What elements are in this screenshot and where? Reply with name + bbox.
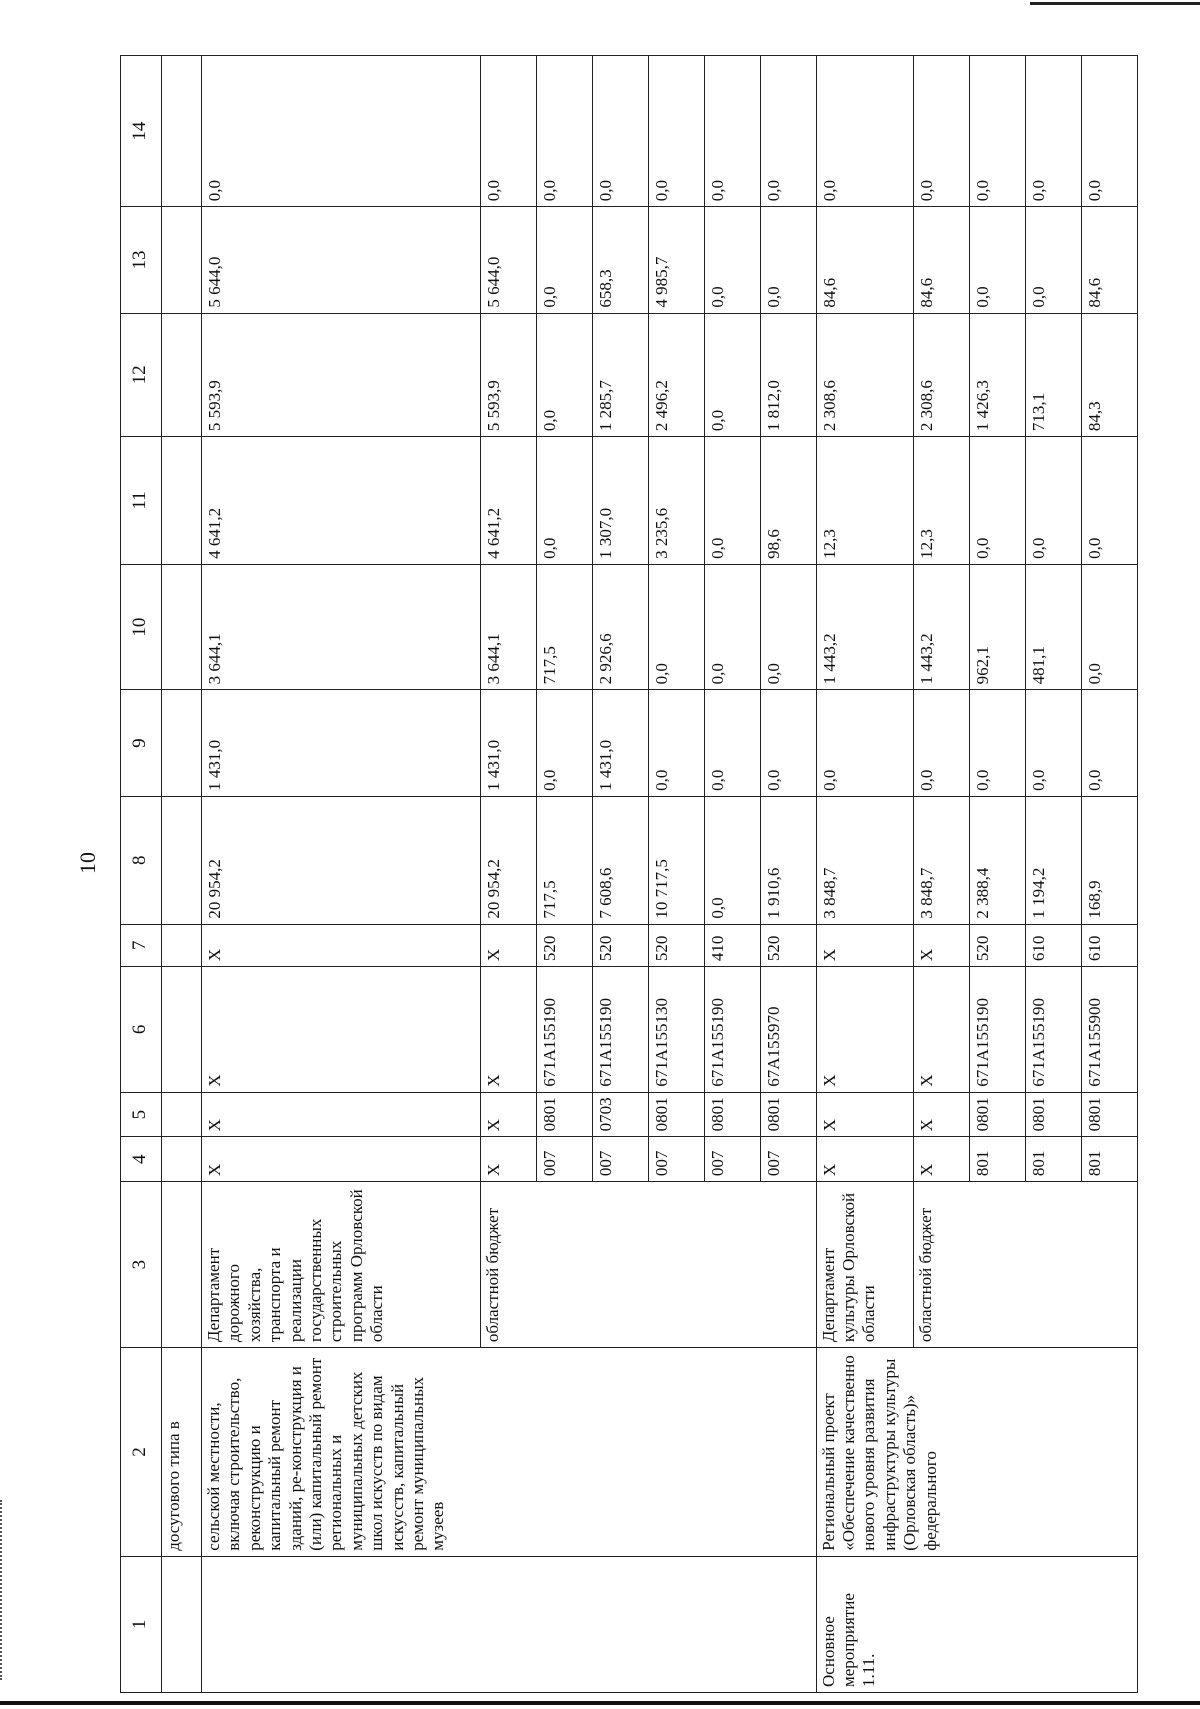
section2-cell-c12: 2 308,6 [816,313,914,436]
section1-cell-c11: 4 641,2 [481,437,537,565]
section2-cell-c4: 801 [1026,1137,1082,1182]
section2-cell-c12: 1 426,3 [970,313,1026,436]
section1-cell-c9: 1 431,0 [481,690,537,796]
section2-cell-c6: 671A155190 [970,967,1026,1093]
section2-cell-c10: 1 443,2 [914,564,970,690]
section2-cell-c11: 0,0 [1082,437,1138,565]
section1-cell-c10: 3 644,1 [202,564,481,690]
section1-cell-c6: 671A155190 [537,967,593,1093]
section2-cell-c5: 0801 [970,1092,1026,1137]
section1-row [202,56,481,1693]
section1-cell-c6: 671A155190 [593,967,649,1093]
section2-cell-c10: 0,0 [1082,564,1138,690]
section2-cell-c10: 962,1 [970,564,1026,690]
section1-cell-c9: 1 431,0 [202,690,481,796]
cont-cell-8 [161,796,202,924]
col-header-14: 14 [121,56,162,207]
section2-cell-c9: 0,0 [970,690,1026,796]
header-row [121,56,162,1693]
section1-cell-c5: 0801 [649,1092,705,1137]
section1-cell-c11: 3 235,6 [649,437,705,565]
section1-cell-c10: 3 644,1 [481,564,537,690]
section1-cell-c5: X [202,1092,481,1137]
section1-cell-c4: 007 [704,1137,760,1182]
section2-cell-c13: 84,6 [816,207,914,313]
section2-cell-c13: 0,0 [1026,207,1082,313]
section1-cell-c5: 0801 [760,1092,816,1137]
section1-cell-c6: 671A155190 [704,967,760,1093]
cont-cell-14 [161,56,202,207]
section1-cell-c9: 1 431,0 [593,690,649,796]
section2-cell-c11: 0,0 [970,437,1026,565]
section2-cell-c5: X [816,1092,914,1137]
section1-cell-c14: 0,0 [537,56,593,207]
section2-cell-c13: 84,6 [914,207,970,313]
page-number: 10 [75,852,100,874]
section1-cell-c7: 520 [760,924,816,967]
col-header-4: 4 [121,1137,162,1182]
cont-cell-3 [161,1182,202,1348]
section1-cell-c10: 0,0 [760,564,816,690]
cont-cell-4 [161,1137,202,1182]
section1-cell-c7: X [481,924,537,967]
section2-row [816,56,914,1693]
rotated-table-container [120,55,1138,1693]
section1-cell-c13: 5 644,0 [481,207,537,313]
section2-cell-c9: 0,0 [816,690,914,796]
section1-event-description: сельской местности, включая строительство, реконструкцию и капитальный ремонт зданий, ре-конструкция и (или) капитальный ремонт региональных и муниципальных детских школ искусств по видам искусств, капитальный ремонт муниципальных музеев [202,1348,817,1557]
section2-cell-c9: 0,0 [1082,690,1138,796]
section2-cell-c12: 713,1 [1026,313,1082,436]
cont-cell-13 [161,207,202,313]
section1-cell-c12: 2 496,2 [649,313,705,436]
section2-event-code: Основное мероприятие 1.11. [816,1556,1137,1692]
scan-edge-left [0,1500,2,1680]
section2-cell-c8: 168,9 [1082,796,1138,924]
section2-cell-c5: 0801 [1026,1092,1082,1137]
section1-cell-c6: X [481,967,537,1093]
section2-cell-c8: 1 194,2 [1026,796,1082,924]
section1-cell-c4: 007 [760,1137,816,1182]
cont-cell-7 [161,924,202,967]
section1-cell-c11: 4 641,2 [202,437,481,565]
section2-cell-c14: 0,0 [914,56,970,207]
section2-cell-c4: 801 [1082,1137,1138,1182]
col-header-8: 8 [121,796,162,924]
section1-cell-c9: 0,0 [537,690,593,796]
section2-cell-c4: X [914,1137,970,1182]
section1-cell-c12: 5 593,9 [481,313,537,436]
section1-cell-c14: 0,0 [649,56,705,207]
section1-cell-c8: 1 910,6 [760,796,816,924]
section1-cell-c10: 0,0 [704,564,760,690]
section2-cell-c8: 2 388,4 [970,796,1026,924]
table-body [121,56,1138,1693]
col-header-6: 6 [121,967,162,1093]
section1-cell-c6: 67A155970 [760,967,816,1093]
section1-cell-c9: 0,0 [704,690,760,796]
section1-cell-c13: 0,0 [537,207,593,313]
cont-cell-12 [161,313,202,436]
section1-cell-c14: 0,0 [593,56,649,207]
section1-cell-c8: 717,5 [537,796,593,924]
section1-cell-c4: X [481,1137,537,1182]
section2-cell-c12: 84,3 [1082,313,1138,436]
section2-cell-c7: X [914,924,970,967]
cont-cell-10 [161,564,202,690]
cont-cell-1 [161,1556,202,1692]
section1-cell-c11: 0,0 [704,437,760,565]
section2-cell-c7: 610 [1082,924,1138,967]
section2-cell-c6: 671A155190 [1026,967,1082,1093]
section2-cell-c13: 84,6 [1082,207,1138,313]
section1-cell-c13: 0,0 [760,207,816,313]
section2-cell-c9: 0,0 [914,690,970,796]
section2-cell-c5: 0801 [1082,1092,1138,1137]
section1-cell-c5: 0801 [704,1092,760,1137]
section2-department: Департамент культуры Орловской области [816,1182,914,1348]
section1-cell-c4: 007 [593,1137,649,1182]
section1-department: Департамент дорожного хозяйства, транспорта и реализации государственных строительных программ Орловской области [202,1182,481,1348]
section2-cell-c9: 0,0 [1026,690,1082,796]
section1-cell-c14: 0,0 [760,56,816,207]
section1-cell-c7: 520 [593,924,649,967]
section2-cell-c6: X [914,967,970,1093]
section2-cell-c14: 0,0 [1082,56,1138,207]
scan-edge-top [1030,2,1200,5]
budget-table [120,55,1138,1693]
section1-cell-c7: 520 [537,924,593,967]
section1-cell-c13: 658,3 [593,207,649,313]
continuation-row [161,56,202,1693]
cont-cell-5 [161,1092,202,1137]
section2-cell-c12: 2 308,6 [914,313,970,436]
section1-cell-c7: 410 [704,924,760,967]
col-header-5: 5 [121,1092,162,1137]
section1-cell-c14: 0,0 [481,56,537,207]
continuation-text: досугового типа в [161,1348,202,1557]
col-header-1: 1 [121,1556,162,1692]
section1-cell-c8: 20 954,2 [202,796,481,924]
section2-cell-c6: 671A155900 [1082,967,1138,1093]
section1-cell-c10: 717,5 [537,564,593,690]
col-header-7: 7 [121,924,162,967]
section1-cell-c5: X [481,1092,537,1137]
section1-cell-c11: 98,6 [760,437,816,565]
section1-cell-c10: 0,0 [649,564,705,690]
col-header-9: 9 [121,690,162,796]
section1-cell-c6: X [202,967,481,1093]
section1-cell-c13: 5 644,0 [202,207,481,313]
col-header-11: 11 [121,437,162,565]
section1-cell-c12: 1 285,7 [593,313,649,436]
section1-cell-c8: 10 717,5 [649,796,705,924]
section1-cell-c6: 671A155130 [649,967,705,1093]
section1-cell-c5: 0703 [593,1092,649,1137]
section1-cell-c14: 0,0 [704,56,760,207]
section1-cell-c8: 20 954,2 [481,796,537,924]
section1-cell-c9: 0,0 [649,690,705,796]
section2-cell-c7: X [816,924,914,967]
section1-cell-c4: X [202,1137,481,1182]
section2-cell-c7: 520 [970,924,1026,967]
section1-cell-c11: 0,0 [537,437,593,565]
scan-edge-bottom [0,1701,1200,1705]
section1-cell-c12: 5 593,9 [202,313,481,436]
section1-cell-c13: 0,0 [704,207,760,313]
section2-cell-c14: 0,0 [1026,56,1082,207]
section2-cell-c14: 0,0 [970,56,1026,207]
section2-event-description: Региональный проект «Обеспечение качественно нового уровня развития инфраструктуры культуры (Орловская область)» федерального [816,1348,1137,1557]
section2-cell-c7: 610 [1026,924,1082,967]
section2-cell-c4: X [816,1137,914,1182]
section1-cell-c4: 007 [649,1137,705,1182]
section2-cell-c8: 3 848,7 [914,796,970,924]
section1-cell-c4: 007 [537,1137,593,1182]
section1-cell-c8: 7 608,6 [593,796,649,924]
section2-cell-c11: 12,3 [914,437,970,565]
section1-cell-c7: X [202,924,481,967]
section1-cell-c13: 4 985,7 [649,207,705,313]
section2-cell-c14: 0,0 [816,56,914,207]
section1-cell-c5: 0801 [537,1092,593,1137]
section1-cell-c14: 0,0 [202,56,481,207]
cont-cell-6 [161,967,202,1093]
section2-cell-c11: 0,0 [1026,437,1082,565]
cont-cell-11 [161,437,202,565]
section1-cell-c12: 0,0 [537,313,593,436]
section2-cell-c4: 801 [970,1137,1026,1182]
col-header-12: 12 [121,313,162,436]
section1-cell-c9: 0,0 [760,690,816,796]
section2-cell-c11: 12,3 [816,437,914,565]
section2-cell-c10: 1 443,2 [816,564,914,690]
cont-cell-9 [161,690,202,796]
section2-cell-c6: X [816,967,914,1093]
section1-cell-c12: 1 812,0 [760,313,816,436]
section1-cell-c7: 520 [649,924,705,967]
col-header-3: 3 [121,1182,162,1348]
section2-cell-c13: 0,0 [970,207,1026,313]
section1-cell-c10: 2 926,6 [593,564,649,690]
section1-cell-c12: 0,0 [704,313,760,436]
section1-cell-c8: 0,0 [704,796,760,924]
section2-cell-c8: 3 848,7 [816,796,914,924]
section1-budget-label: областной бюджет [481,1182,816,1348]
col-header-13: 13 [121,207,162,313]
col-header-10: 10 [121,564,162,690]
section2-budget-label: областной бюджет [914,1182,1138,1348]
section2-cell-c10: 481,1 [1026,564,1082,690]
section1-cell-c11: 1 307,0 [593,437,649,565]
section1-event-code [202,1556,817,1692]
section2-cell-c5: X [914,1092,970,1137]
col-header-2: 2 [121,1348,162,1557]
